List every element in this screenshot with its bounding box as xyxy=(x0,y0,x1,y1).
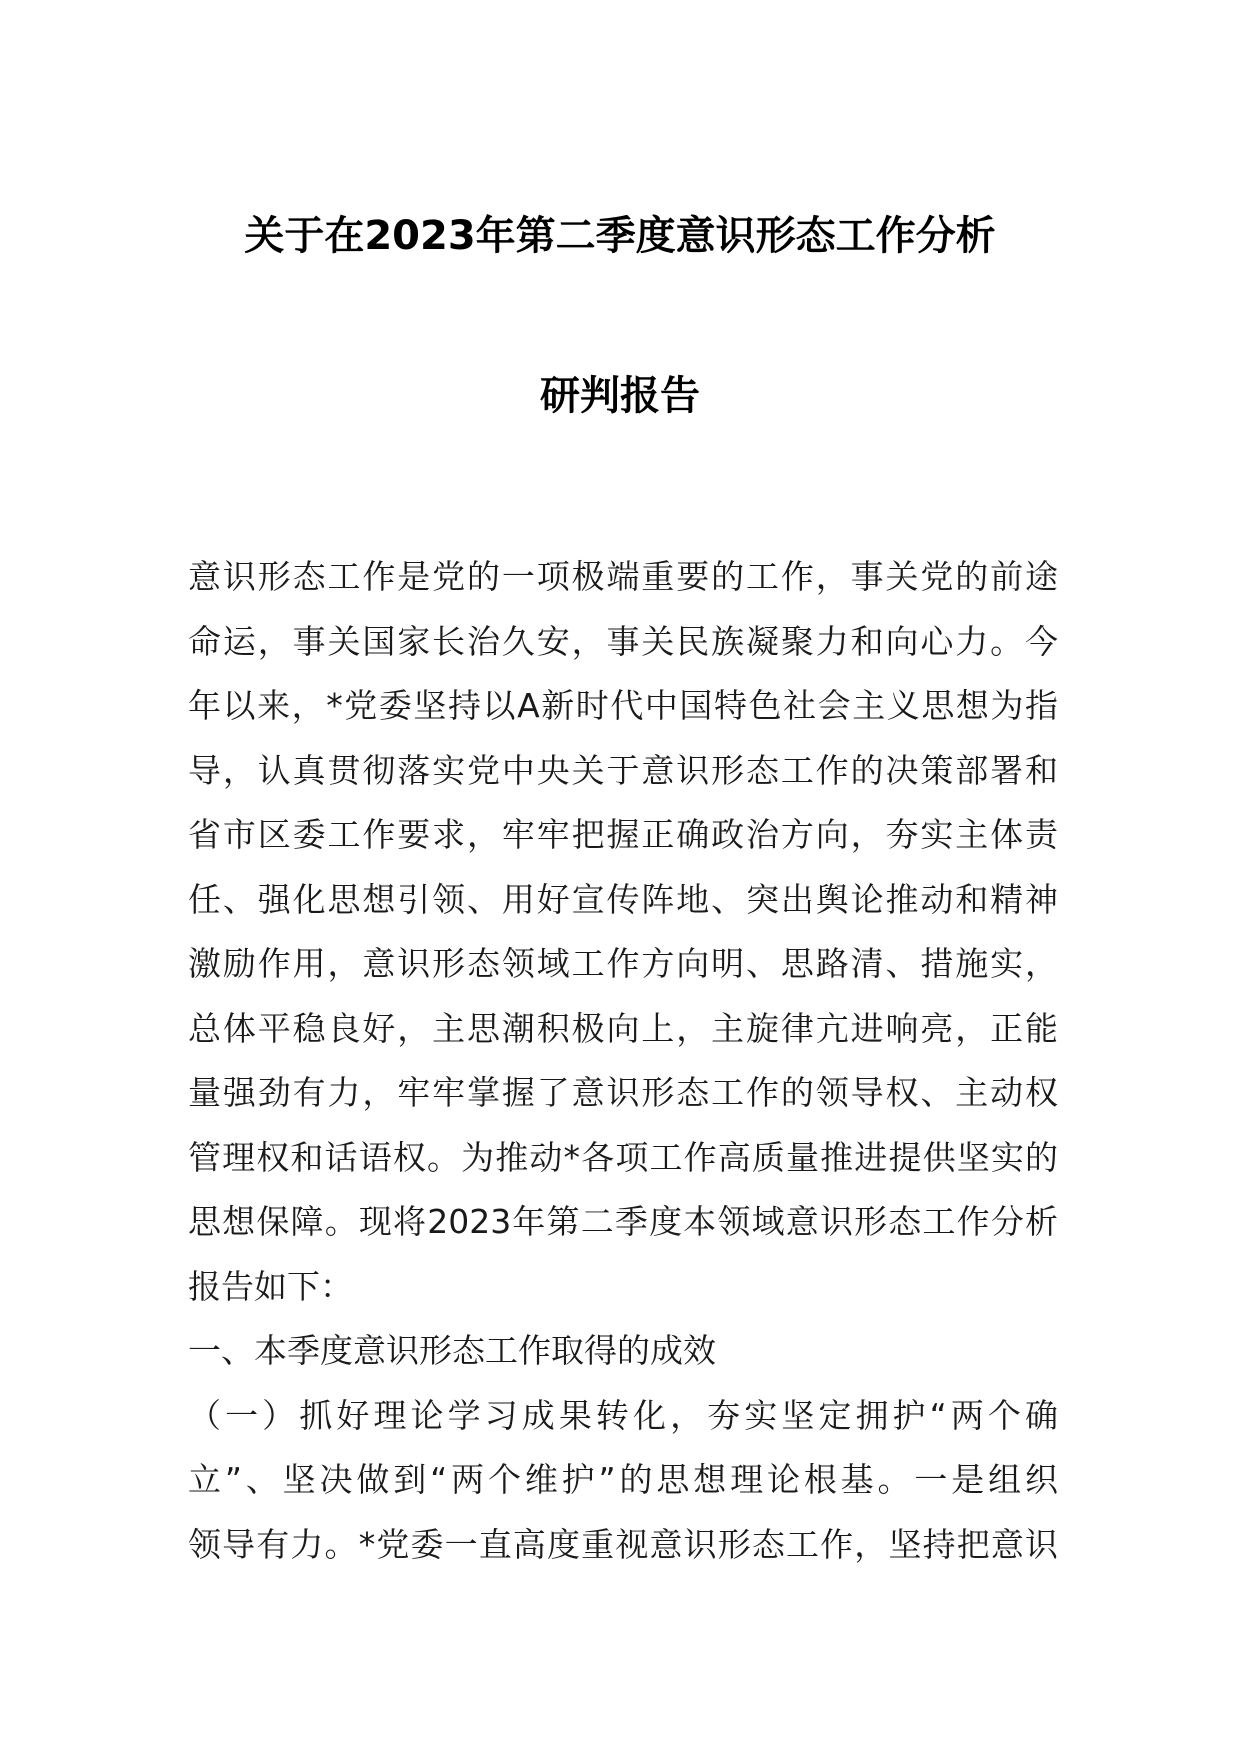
body-line: 报告如下： xyxy=(188,1266,353,1306)
section-heading: 一、本季度意识形态工作取得的成效 xyxy=(188,1331,716,1370)
body-line: 立”、坚决做到“两个维护”的思想理论根基。一是组织 xyxy=(188,1460,1058,1499)
body-line: （一）抓好理论学习成果转化，夯实坚定拥护“两个确 xyxy=(188,1395,1058,1435)
body-line: 领导有力。*党委一直高度重视意识形态工作，坚持把意识 xyxy=(188,1524,1058,1564)
body-line: 任、强化思想引领、用好宣传阵地、突出舆论推动和精神 xyxy=(188,879,1058,919)
body-line: 导，认真贯彻落实党中央关于意识形态工作的决策部署和 xyxy=(188,750,1058,790)
body-line: 思想保障。现将2023年第二季度本领域意识形态工作分析 xyxy=(188,1202,1058,1241)
body-line: 年以来，*党委坚持以A新时代中国特色社会主义思想为指 xyxy=(188,686,1058,725)
document-body xyxy=(188,545,1058,1577)
body-line: 管理权和话语权。为推动*各项工作高质量推进提供坚实的 xyxy=(188,1137,1058,1177)
body-line: 省市区委工作要求，牢牢把握正确政治方向，夯实主体责 xyxy=(188,815,1058,854)
body-line: 激励作用，意识形态领域工作方向明、思路清、措施实， xyxy=(188,944,1058,983)
document-title-line-2: 研判报告 xyxy=(540,373,700,419)
body-line: 命运，事关国家长治久安，事关民族凝聚力和向心力。今 xyxy=(188,621,1058,661)
document-title-line-1: 关于在2023年第二季度意识形态工作分析 xyxy=(244,213,996,259)
body-line: 量强劲有力，牢牢掌握了意识形态工作的领导权、主动权 xyxy=(188,1073,1058,1112)
body-line: 意识形态工作是党的一项极端重要的工作，事关党的前途 xyxy=(188,557,1058,596)
body-line: 总体平稳良好，主思潮积极向上，主旋律亢进响亮，正能 xyxy=(188,1008,1058,1048)
